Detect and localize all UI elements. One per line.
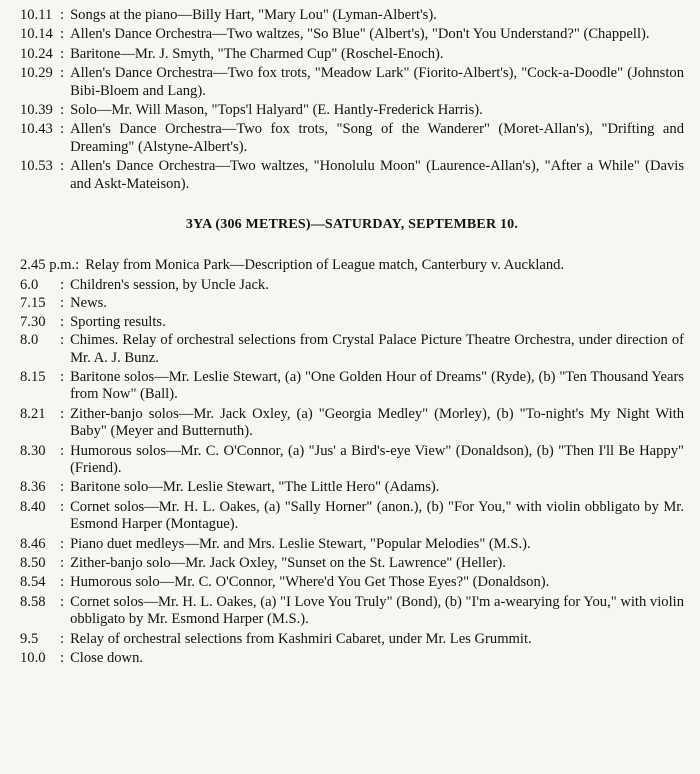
entry-time: 8.36	[20, 479, 46, 496]
entry-text: Zither-banjo solo—Mr. Jack Oxley, "Sunset on the St. Lawrence" (Heller).	[70, 554, 506, 571]
program-entry: 10.39 : Solo—Mr. Will Mason, "Tops'l Halyard" (E. Hantly-Frederick Harris).	[20, 102, 684, 119]
entry-text: Baritone—Mr. J. Smyth, "The Charmed Cup" (Roschel-Enoch).	[70, 45, 444, 62]
entry-time: 7.30	[20, 313, 46, 330]
entry-time: 10.11	[20, 7, 53, 23]
entry-text: Piano duet medleys—Mr. and Mrs. Leslie Stewart, "Popular Melodies" (M.S.).	[70, 535, 531, 552]
program-entry: 10.24 : Baritone—Mr. J. Smyth, "The Charmed Cup" (Roschel-Enoch).	[20, 46, 684, 63]
entry-text: News.	[70, 295, 107, 312]
entry-time: 2.45 p.m.	[20, 257, 76, 274]
program-entry: 8.36 : Baritone solo—Mr. Leslie Stewart, "The Little Hero" (Adams).	[20, 479, 684, 496]
entry-time: 8.15	[20, 368, 46, 385]
program-entry: 10.14 : Allen's Dance Orchestra—Two waltzes, "So Blue" (Albert's), "Don't You Understand?" (Chappell).	[20, 26, 684, 43]
entry-text: Zither-banjo solos—Mr. Jack Oxley, (a) "Georgia Medley" (Morley), (b) "To-night's My Night With Baby" (Meyer and Butternuth).	[70, 405, 684, 440]
program-entry: 8.21 : Zither-banjo solos—Mr. Jack Oxley, (a) "Georgia Medley" (Morley), (b) "To-night's My Night With Baby" (Meyer and Butternuth).	[20, 405, 684, 440]
program-entry: 10.29 : Allen's Dance Orchestra—Two fox trots, "Meadow Lark" (Fiorito-Albert's), "Cock-a-Doodle" (Johnston Bibi-Bloem and Lang).	[20, 65, 684, 99]
section-heading: 3YA (306 METRES)—SATURDAY, SEPTEMBER 10.	[185, 217, 519, 233]
entry-time: 10.43	[20, 121, 53, 138]
entry-time: 6.0	[20, 276, 39, 293]
program-entry: 8.15 : Baritone solos—Mr. Leslie Stewart, (a) "One Golden Hour of Dreams" (Ryde), (b) "Ten Thousand Years from Now" (Ball).	[20, 368, 684, 403]
entry-time: 10.29	[20, 65, 53, 82]
program-entry: 10.53 : Allen's Dance Orchestra—Two waltzes, "Honolulu Moon" (Laurence-Allan's), "After a While" (Davis and Askt-Mateison).	[20, 158, 684, 192]
entry-time: 10.0	[20, 650, 46, 666]
program-entry: 6.0 : Children's session, by Uncle Jack.	[20, 277, 684, 294]
evening-program-top	[20, 7, 684, 193]
entry-time: 8.54	[20, 574, 46, 591]
entry-text: Relay from Monica Park—Description of League match, Canterbury v. Auckland.	[85, 257, 565, 274]
entry-time: 8.40	[20, 498, 46, 515]
entry-text: Baritone solo—Mr. Leslie Stewart, "The Little Hero" (Adams).	[70, 479, 440, 496]
entry-text: Solo—Mr. Will Mason, "Tops'l Halyard" (E. Hantly-Frederick Harris).	[70, 102, 483, 119]
entry-time: 8.21	[20, 405, 46, 422]
entry-text: Cornet solos—Mr. H. L. Oakes, (a) "I Love You Truly" (Bond), (b) "I'm a-wearying for You," with violin obbligato by Mr. Esmond Harper (M.S.).	[70, 593, 684, 628]
entry-text: Allen's Dance Orchestra—Two fox trots, "Meadow Lark" (Fiorito-Albert's), "Cock-a-Doodle" (Johnston Bibi-Bloem and Lang).	[70, 65, 684, 99]
entry-time: 7.15	[20, 295, 46, 312]
program-entry: 8.40 : Cornet solos—Mr. H. L. Oakes, (a) "Sally Horner" (anon.), (b) "For You," with violin obbligato by Mr. Esmond Harper (Montague).	[20, 498, 684, 533]
entry-time: 8.50	[20, 554, 46, 571]
program-entry: 10.11 : Songs at the piano—Billy Hart, "Mary Lou" (Lyman-Albert's).	[20, 7, 684, 24]
program-entry: 8.0 : Chimes. Relay of orchestral selections from Crystal Palace Picture Theatre Orchestra, under direction of Mr. A. J. Bunz.	[20, 332, 684, 366]
entry-text: Humorous solo—Mr. C. O'Connor, "Where'd You Get Those Eyes?" (Donaldson).	[70, 574, 550, 591]
entry-time: 10.24	[20, 45, 53, 62]
entry-text: Children's session, by Uncle Jack.	[70, 276, 269, 293]
entry-text: Sporting results.	[70, 313, 166, 330]
program-entry: 2.45 p.m. : Relay from Monica Park—Description of League match, Canterbury v. Auckland.	[20, 257, 684, 274]
entry-text: Relay of orchestral selections from Kashmiri Cabaret, under Mr. Les Grummit.	[70, 630, 532, 647]
program-entry: 8.30 : Humorous solos—Mr. C. O'Connor, (a) "Jus' a Bird's-eye View" (Donaldson), (b) "Then I'll Be Happy" (Friend).	[20, 442, 684, 476]
program-entry: 7.30 : Sporting results.	[20, 314, 684, 331]
entry-time: 10.53	[20, 158, 53, 175]
saturday-program	[20, 257, 684, 667]
entry-text: Chimes. Relay of orchestral selections from Crystal Palace Picture Theatre Orchestra, under direction of Mr. A. J. Bunz.	[70, 332, 684, 366]
entry-text: Allen's Dance Orchestra—Two waltzes, "So Blue" (Albert's), "Don't You Understand?" (Chappell).	[70, 26, 650, 43]
entry-time: 8.58	[20, 593, 46, 610]
entry-text: Cornet solos—Mr. H. L. Oakes, (a) "Sally Horner" (anon.), (b) "For You," with violin obbligato by Mr. Esmond Harper (Montague).	[70, 498, 684, 533]
entry-text: Allen's Dance Orchestra—Two fox trots, "Song of the Wanderer" (Moret-Allan's), "Drifting and Dreaming" (Alstyne-Albert's).	[70, 121, 684, 155]
entry-text: Humorous solos—Mr. C. O'Connor, (a) "Jus' a Bird's-eye View" (Donaldson), (b) "Then I'll Be Happy" (Friend).	[70, 442, 684, 476]
program-entry: 8.54 : Humorous solo—Mr. C. O'Connor, "Where'd You Get Those Eyes?" (Donaldson).	[20, 574, 684, 591]
entry-time: 8.0	[20, 332, 39, 349]
entry-time: 8.30	[20, 442, 46, 459]
entry-text: Close down.	[70, 650, 144, 666]
entry-time: 10.14	[20, 26, 53, 43]
entry-time: 10.39	[20, 102, 53, 119]
program-entry: 8.50 : Zither-banjo solo—Mr. Jack Oxley, "Sunset on the St. Lawrence" (Heller).	[20, 555, 684, 572]
entry-time: 9.5	[20, 630, 39, 647]
program-entry: 10.0 : Close down.	[20, 650, 684, 667]
program-entry: 10.43 : Allen's Dance Orchestra—Two fox trots, "Song of the Wanderer" (Moret-Allan's), "Drifting and Dreaming" (Alstyne-Albert's).	[20, 121, 684, 155]
entry-text: Baritone solos—Mr. Leslie Stewart, (a) "One Golden Hour of Dreams" (Ryde), (b) "Ten Thousand Years from Now" (Ball).	[70, 368, 684, 403]
entry-text: Songs at the piano—Billy Hart, "Mary Lou" (Lyman-Albert's).	[70, 7, 437, 23]
program-entry: 8.58 : Cornet solos—Mr. H. L. Oakes, (a) "I Love You Truly" (Bond), (b) "I'm a-wearying for You," with violin obbligato by Mr. Esmond Harper (M.S.).	[20, 593, 684, 628]
program-entry: 8.46 : Piano duet medleys—Mr. and Mrs. Leslie Stewart, "Popular Melodies" (M.S.).	[20, 536, 684, 553]
program-entry: 7.15 : News.	[20, 295, 684, 312]
entry-text: Allen's Dance Orchestra—Two waltzes, "Honolulu Moon" (Laurence-Allan's), "After a While" (Davis and Askt-Mateison).	[70, 158, 684, 192]
entry-time: 8.46	[20, 535, 46, 552]
program-entry: 9.5 : Relay of orchestral selections from Kashmiri Cabaret, under Mr. Les Grummit.	[20, 631, 684, 648]
